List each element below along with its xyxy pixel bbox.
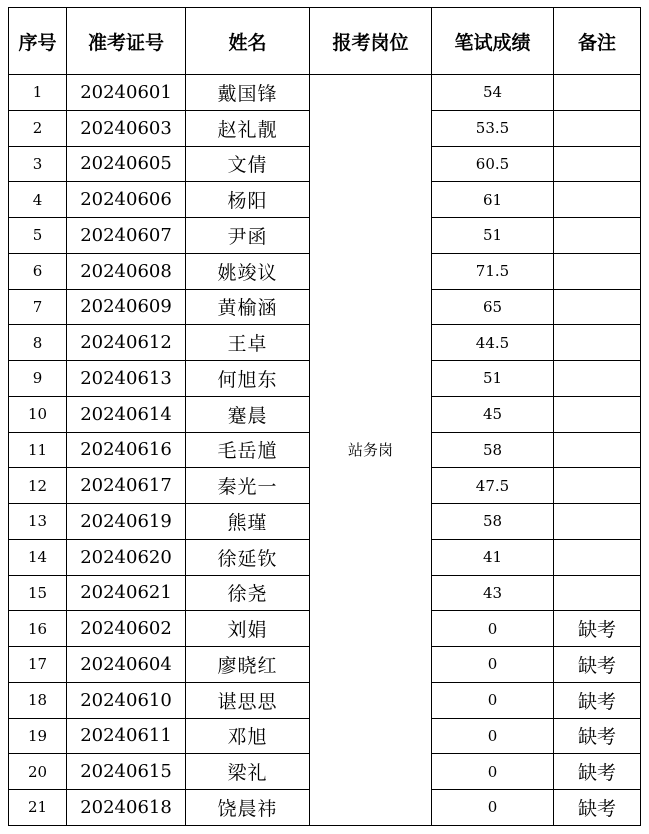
note-cell — [554, 468, 641, 504]
seq-cell: 13 — [9, 504, 67, 540]
score-cell: 65 — [432, 289, 554, 325]
exam-id-cell: 20240603 — [67, 110, 186, 146]
seq-cell: 5 — [9, 218, 67, 254]
seq-cell: 1 — [9, 75, 67, 111]
name-cell: 秦光一 — [186, 468, 310, 504]
exam-id-cell: 20240604 — [67, 647, 186, 683]
score-cell: 47.5 — [432, 468, 554, 504]
score-cell: 58 — [432, 432, 554, 468]
score-cell: 54 — [432, 75, 554, 111]
note-cell — [554, 504, 641, 540]
note-cell — [554, 325, 641, 361]
note-cell — [554, 361, 641, 397]
exam-id-cell: 20240607 — [67, 218, 186, 254]
name-cell: 饶晨祎 — [186, 790, 310, 826]
header-name: 姓名 — [186, 8, 310, 75]
score-cell: 0 — [432, 754, 554, 790]
note-cell — [554, 110, 641, 146]
seq-cell: 11 — [9, 432, 67, 468]
exam-id-cell: 20240613 — [67, 361, 186, 397]
header-score: 笔试成绩 — [432, 8, 554, 75]
note-cell: 缺考 — [554, 718, 641, 754]
name-cell: 邓旭 — [186, 718, 310, 754]
name-cell: 刘娟 — [186, 611, 310, 647]
note-cell — [554, 432, 641, 468]
seq-cell: 21 — [9, 790, 67, 826]
exam-id-cell: 20240612 — [67, 325, 186, 361]
table-body — [9, 75, 641, 826]
score-cell: 0 — [432, 718, 554, 754]
exam-id-cell: 20240619 — [67, 504, 186, 540]
seq-cell: 18 — [9, 682, 67, 718]
score-table — [8, 7, 641, 826]
note-cell — [554, 575, 641, 611]
score-cell: 0 — [432, 611, 554, 647]
score-cell: 71.5 — [432, 253, 554, 289]
header-exam-id: 准考证号 — [67, 8, 186, 75]
header-post: 报考岗位 — [310, 8, 432, 75]
header-seq: 序号 — [9, 8, 67, 75]
seq-cell: 15 — [9, 575, 67, 611]
exam-id-cell: 20240621 — [67, 575, 186, 611]
score-cell: 0 — [432, 647, 554, 683]
note-cell — [554, 289, 641, 325]
note-cell — [554, 253, 641, 289]
seq-cell: 20 — [9, 754, 67, 790]
table-row — [9, 75, 641, 111]
header-note: 备注 — [554, 8, 641, 75]
score-cell: 0 — [432, 682, 554, 718]
exam-id-cell: 20240609 — [67, 289, 186, 325]
exam-id-cell: 20240608 — [67, 253, 186, 289]
note-cell: 缺考 — [554, 754, 641, 790]
score-cell: 45 — [432, 396, 554, 432]
name-cell: 姚竣议 — [186, 253, 310, 289]
name-cell: 廖晓红 — [186, 647, 310, 683]
note-cell: 缺考 — [554, 790, 641, 826]
seq-cell: 3 — [9, 146, 67, 182]
exam-id-cell: 20240610 — [67, 682, 186, 718]
exam-id-cell: 20240615 — [67, 754, 186, 790]
score-cell: 44.5 — [432, 325, 554, 361]
seq-cell: 19 — [9, 718, 67, 754]
seq-cell: 7 — [9, 289, 67, 325]
table-header-row — [9, 8, 641, 75]
name-cell: 黄榆涵 — [186, 289, 310, 325]
seq-cell: 2 — [9, 110, 67, 146]
score-cell: 43 — [432, 575, 554, 611]
score-cell: 51 — [432, 361, 554, 397]
seq-cell: 6 — [9, 253, 67, 289]
exam-id-cell: 20240602 — [67, 611, 186, 647]
exam-id-cell: 20240614 — [67, 396, 186, 432]
seq-cell: 17 — [9, 647, 67, 683]
seq-cell: 12 — [9, 468, 67, 504]
seq-cell: 16 — [9, 611, 67, 647]
exam-id-cell: 20240611 — [67, 718, 186, 754]
seq-cell: 4 — [9, 182, 67, 218]
seq-cell: 14 — [9, 539, 67, 575]
seq-cell: 10 — [9, 396, 67, 432]
name-cell: 毛岳馗 — [186, 432, 310, 468]
post-cell: 站务岗 — [310, 75, 432, 826]
name-cell: 梁礼 — [186, 754, 310, 790]
note-cell — [554, 539, 641, 575]
score-cell: 60.5 — [432, 146, 554, 182]
exam-id-cell: 20240620 — [67, 539, 186, 575]
score-cell: 0 — [432, 790, 554, 826]
seq-cell: 8 — [9, 325, 67, 361]
note-cell — [554, 218, 641, 254]
name-cell: 杨阳 — [186, 182, 310, 218]
name-cell: 熊瑾 — [186, 504, 310, 540]
name-cell: 徐延钦 — [186, 539, 310, 575]
note-cell — [554, 396, 641, 432]
exam-id-cell: 20240606 — [67, 182, 186, 218]
exam-id-cell: 20240616 — [67, 432, 186, 468]
name-cell: 蹇晨 — [186, 396, 310, 432]
name-cell: 何旭东 — [186, 361, 310, 397]
name-cell: 赵礼靓 — [186, 110, 310, 146]
note-cell: 缺考 — [554, 682, 641, 718]
score-cell: 61 — [432, 182, 554, 218]
exam-id-cell: 20240617 — [67, 468, 186, 504]
seq-cell: 9 — [9, 361, 67, 397]
name-cell: 谌思思 — [186, 682, 310, 718]
score-cell: 53.5 — [432, 110, 554, 146]
note-cell — [554, 182, 641, 218]
name-cell: 戴国锋 — [186, 75, 310, 111]
score-cell: 58 — [432, 504, 554, 540]
score-cell: 51 — [432, 218, 554, 254]
name-cell: 徐尧 — [186, 575, 310, 611]
exam-id-cell: 20240601 — [67, 75, 186, 111]
note-cell: 缺考 — [554, 647, 641, 683]
note-cell — [554, 75, 641, 111]
note-cell — [554, 146, 641, 182]
name-cell: 王卓 — [186, 325, 310, 361]
exam-id-cell: 20240618 — [67, 790, 186, 826]
exam-id-cell: 20240605 — [67, 146, 186, 182]
name-cell: 尹函 — [186, 218, 310, 254]
name-cell: 文倩 — [186, 146, 310, 182]
score-cell: 41 — [432, 539, 554, 575]
note-cell: 缺考 — [554, 611, 641, 647]
